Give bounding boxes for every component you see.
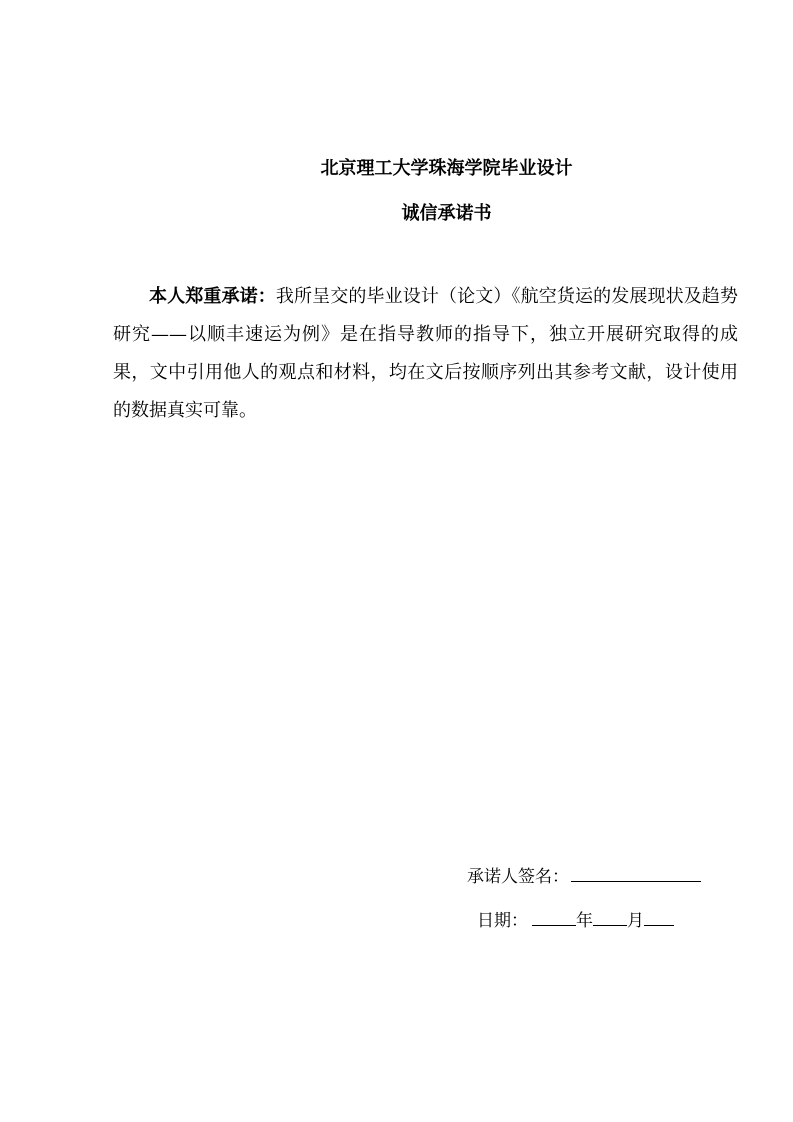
month-unit: 月 xyxy=(627,911,644,931)
signature-blank-line xyxy=(571,863,701,882)
date-row xyxy=(477,907,674,933)
pledge-text: 我所呈交的毕业设计（论文）《航空货运的发展现状及趋势研究——以顺丰速运为例》是在指导教师的指导下，独立开展研究取得的成果，文中引用他人的观点和材料，均在文后按顺序列出其参考文献，设计使用的数据真实可靠。 xyxy=(113,286,738,421)
month-blank-line xyxy=(593,907,627,926)
year-blank-line xyxy=(532,907,576,926)
signature-row xyxy=(467,863,701,889)
school-title: 北京理工大学珠海学院毕业设计 xyxy=(320,158,573,179)
date-label: 日期： xyxy=(477,911,528,931)
day-blank-line xyxy=(644,907,674,926)
year-unit: 年 xyxy=(576,911,593,931)
pledge-paragraph xyxy=(113,278,738,430)
pledge-title: 诚信承诺书 xyxy=(401,203,492,224)
pledge-lead: 本人郑重承诺： xyxy=(149,286,276,307)
signature-label: 承诺人签名： xyxy=(467,867,569,887)
